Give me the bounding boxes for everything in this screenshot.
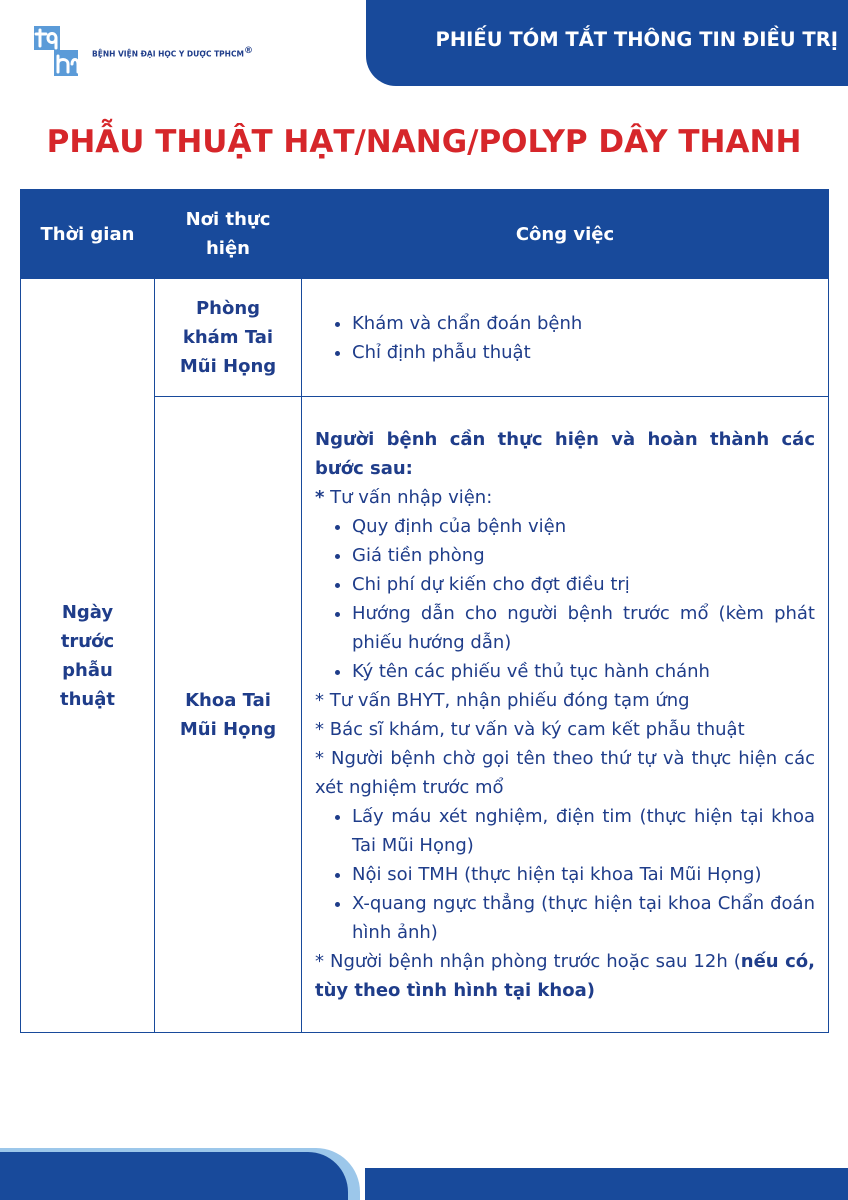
time-cell: Ngày trước phẫu thuật [21,279,155,1033]
list-item: • Chỉ định phẫu thuật [352,338,815,367]
registered-mark: ® [243,46,253,56]
place-cell: Khoa Tai Mũi Họng [155,397,302,1033]
schedule-table [20,189,829,1033]
header-time: Thời gian [21,190,155,279]
hospital-name: BỆNH VIỆN ĐẠI HỌC Y DƯỢC TPHCM® [92,46,253,59]
list-item: • Khám và chẩn đoán bệnh [352,309,815,338]
list-item: • Quy định của bệnh viện [352,512,815,541]
admission-list [315,512,815,686]
header-title: PHIẾU TÓM TẮT THÔNG TIN ĐIỀU TRỊ [435,28,838,51]
table-header-row [21,190,829,279]
document-title: PHẪU THUẬT HẠT/NANG/POLYP DÂY THANH [46,124,802,160]
list-item: • Nội soi TMH (thực hiện tại khoa Tai Mũi Họng) [352,860,815,889]
tests-list [315,802,815,947]
step-admission: * Tư vấn nhập viện: [315,486,493,508]
work-cell [302,397,829,1033]
step-room: * Người bệnh nhận phòng trước hoặc sau 12h (nếu có, tùy theo tình hình tại khoa) [315,950,815,1001]
header-place: Nơi thực hiện [155,190,302,279]
step-insurance: * Tư vấn BHYT, nhận phiếu đóng tạm ứng [315,689,690,711]
work-list [315,309,815,367]
table-row [21,279,829,397]
step-consult: * Bác sĩ khám, tư vấn và ký cam kết phẫu thuật [315,718,745,740]
list-item: • Hướng dẫn cho người bệnh trước mổ (kèm phát phiếu hướng dẫn) [352,599,815,657]
hospital-logo-icon [32,22,88,78]
work-intro: Người bệnh cần thực hiện và hoàn thành các bước sau: [315,428,815,479]
list-item: • X-quang ngực thẳng (thực hiện tại khoa Chẩn đoán hình ảnh) [352,889,815,947]
list-item: • Giá tiền phòng [352,541,815,570]
step-tests: * Người bệnh chờ gọi tên theo thứ tự và thực hiện các xét nghiệm trước mổ [315,747,815,798]
footer-wave [0,1152,348,1200]
list-item: • Lấy máu xét nghiệm, điện tim (thực hiện tại khoa Tai Mũi Họng) [352,802,815,860]
footer-bar [365,1168,848,1200]
header-work: Công việc [302,190,829,279]
place-cell: Phòng khám Tai Mũi Họng [155,279,302,397]
list-item: • Ký tên các phiếu về thủ tục hành chánh [352,657,815,686]
work-cell [302,279,829,397]
header-banner [366,0,848,86]
list-item: • Chi phí dự kiến cho đợt điều trị [352,570,815,599]
